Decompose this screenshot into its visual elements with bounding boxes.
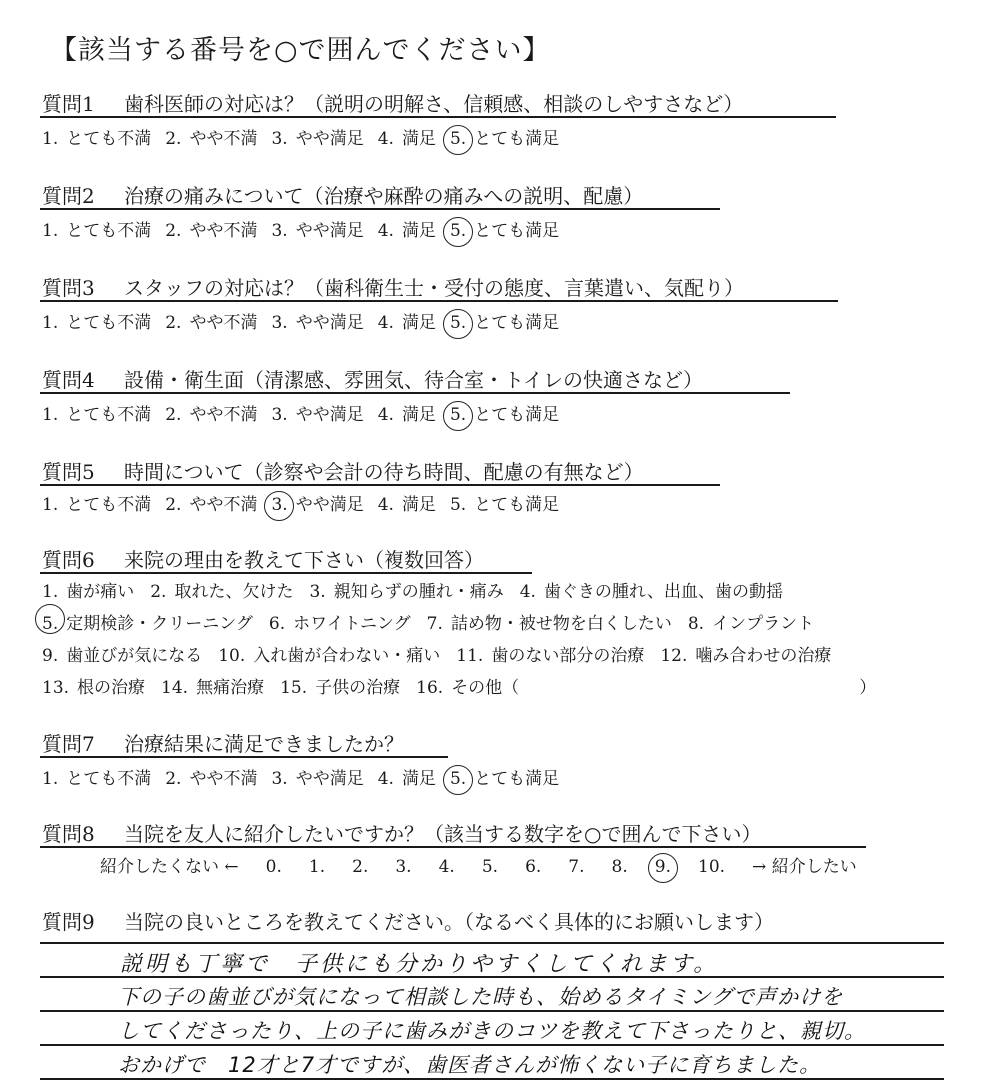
question-text: 治療結果に満足できましたか？: [124, 732, 404, 756]
option-2[interactable]: [165, 216, 257, 241]
option-5[interactable]: [450, 216, 559, 241]
question-6: [42, 544, 484, 573]
option-3[interactable]: [271, 124, 363, 149]
reason-item[interactable]: [427, 608, 672, 640]
circled-option-number: 3.: [271, 495, 288, 515]
question-4: [42, 364, 703, 393]
scale-value[interactable]: 0.: [265, 857, 282, 877]
reason-item[interactable]: [42, 640, 202, 672]
option-2[interactable]: [165, 308, 257, 333]
reason-item[interactable]: [416, 672, 876, 704]
option-label: とても満足: [474, 129, 560, 149]
question-7: [42, 728, 404, 757]
option-label: やや満足: [295, 405, 364, 425]
option-label: とても満足: [474, 313, 560, 333]
reason-number: 3.: [309, 582, 326, 602]
reason-label: ホワイトニング: [293, 614, 411, 634]
option-2[interactable]: [165, 764, 257, 789]
circled-reason-number: 5.: [42, 608, 58, 640]
question-number: 質問9: [42, 910, 95, 934]
question-number: 質問3: [42, 276, 95, 300]
question-text: 治療の痛みについて（治療や麻酔の痛みへの説明、配慮）: [124, 184, 644, 208]
option-3[interactable]: [271, 764, 363, 789]
option-number: 3.: [271, 313, 288, 333]
option-label: とても不満: [66, 769, 152, 789]
option-3[interactable]: [271, 216, 363, 241]
scale-value[interactable]: 6.: [525, 857, 542, 877]
reason-item[interactable]: [660, 640, 831, 672]
reason-label: 詰め物・被せ物を白くしたい: [450, 614, 672, 634]
option-number: 1.: [42, 769, 59, 789]
reason-item[interactable]: [161, 672, 264, 704]
underline: [40, 116, 836, 118]
underline: [40, 756, 448, 758]
reason-item[interactable]: [218, 640, 440, 672]
question-number: 質問5: [42, 460, 95, 484]
question-2: [42, 180, 643, 209]
option-number: 1.: [42, 495, 59, 515]
option-4[interactable]: [378, 124, 436, 149]
option-label: やや満足: [295, 221, 364, 241]
option-label: やや不満: [189, 129, 258, 149]
reason-label: インプラント: [712, 614, 815, 634]
reason-number: 6.: [268, 614, 286, 634]
answer-line: [40, 942, 944, 944]
underline: [40, 572, 532, 574]
reason-label: 定期検診・クリーニング: [66, 614, 253, 634]
reason-item[interactable]: [688, 608, 814, 640]
reason-number: 16.: [416, 678, 444, 698]
option-3[interactable]: [271, 490, 363, 515]
question-1: [42, 88, 743, 117]
options-row: [42, 400, 573, 425]
question-8: [42, 818, 761, 847]
option-4[interactable]: [378, 308, 436, 333]
reason-label: その他（: [451, 678, 520, 698]
option-label: とても不満: [66, 405, 152, 425]
option-number: 4.: [377, 129, 394, 149]
reason-number: 11.: [456, 646, 484, 666]
reason-number: 4.: [519, 582, 536, 602]
option-label: とても不満: [66, 129, 152, 149]
option-label: やや不満: [189, 495, 258, 515]
option-1[interactable]: [42, 308, 151, 333]
reason-item[interactable]: [150, 576, 293, 608]
reason-label: 入れ歯が合わない・痛い: [253, 646, 441, 666]
option-label: とても満足: [474, 495, 560, 515]
question-5: [42, 456, 644, 485]
underline: [40, 484, 720, 486]
reason-label: 取れた、欠けた: [174, 582, 294, 602]
option-label: とても不満: [66, 221, 152, 241]
question-number: 質問6: [42, 548, 95, 572]
option-label: 満足: [401, 129, 436, 149]
underline: [40, 208, 720, 210]
option-number: 4.: [377, 495, 394, 515]
reason-item[interactable]: [42, 672, 145, 704]
reason-label: 子供の治療: [315, 678, 401, 698]
reason-label: 歯ぐきの腫れ、出血、歯の動揺: [543, 582, 783, 602]
option-number: 2.: [165, 221, 182, 241]
underline: [40, 392, 790, 394]
scale-value[interactable]: 4.: [438, 857, 455, 877]
option-number: 1.: [42, 221, 59, 241]
reason-item[interactable]: [456, 640, 644, 672]
option-label: とても満足: [474, 405, 560, 425]
option-number: 2.: [165, 495, 182, 515]
recommend-scale: [100, 852, 857, 877]
reason-item[interactable]: [42, 576, 134, 608]
reason-item[interactable]: [309, 576, 503, 608]
option-label: 満足: [401, 769, 436, 789]
reason-label: 親知らずの腫れ・痛み: [333, 582, 504, 602]
underline: [40, 846, 866, 848]
option-number: 3.: [271, 405, 288, 425]
option-5[interactable]: [450, 400, 559, 425]
option-number: 4.: [377, 313, 394, 333]
question-number: 質問8: [42, 822, 95, 846]
option-number: 3.: [271, 769, 288, 789]
reason-item[interactable]: [269, 608, 411, 640]
scale-value[interactable]: 5.: [481, 857, 499, 877]
circled-option-number: 5.: [449, 129, 467, 149]
circled-option-number: 5.: [449, 405, 467, 425]
question-text: 時間について（診察や会計の待ち時間、配慮の有無など）: [124, 460, 644, 484]
option-number: 5.: [449, 495, 467, 515]
reason-label: 根の治療: [77, 678, 146, 698]
options-row: [42, 216, 573, 241]
option-label: やや満足: [295, 313, 364, 333]
scale-value[interactable]: 10.: [698, 857, 726, 877]
option-1[interactable]: [42, 124, 151, 149]
option-5[interactable]: [450, 490, 559, 515]
circled-option-number: 5.: [449, 313, 467, 333]
reason-label: 歯のない部分の治療: [491, 646, 645, 666]
handwritten-answer-line: おかげで 12才と7才ですが、歯医者さんが怖くない子に育ちました。: [118, 1053, 822, 1077]
question-text: 来院の理由を教えて下さい（複数回答）: [124, 548, 484, 572]
option-label: やや不満: [189, 313, 258, 333]
option-5[interactable]: [450, 124, 559, 149]
option-number: 2.: [165, 129, 182, 149]
option-4[interactable]: [378, 216, 436, 241]
options-row: [42, 764, 573, 789]
option-label: やや不満: [189, 405, 258, 425]
option-label: やや満足: [295, 129, 364, 149]
question-9: [42, 906, 774, 935]
option-1[interactable]: [42, 400, 151, 425]
option-1[interactable]: [42, 216, 151, 241]
option-4[interactable]: [378, 400, 436, 425]
scale-value[interactable]: 2.: [352, 857, 369, 877]
scale-right-label: → 紹介したい: [752, 857, 857, 877]
scale-value[interactable]: 7.: [568, 857, 585, 877]
option-label: 満足: [401, 221, 436, 241]
circled-option-number: 5.: [449, 221, 467, 241]
option-label: とても不満: [66, 313, 152, 333]
circled-scale-value[interactable]: 9.: [654, 857, 671, 877]
reason-item[interactable]: [520, 576, 783, 608]
question-number: 質問1: [42, 92, 95, 116]
option-label: とても満足: [474, 769, 560, 789]
reason-number: 13.: [42, 678, 70, 698]
option-number: 4.: [377, 405, 394, 425]
option-number: 3.: [271, 221, 288, 241]
option-number: 4.: [377, 221, 394, 241]
option-4[interactable]: [378, 490, 436, 515]
reason-label: 歯が痛い: [66, 582, 135, 602]
question-text: 当院の良いところを教えてください。（なるべく具体的にお願いします）: [124, 910, 774, 934]
handwritten-answer-line: 下の子の歯並びが気になって相談した時も、始めるタイミングで声かけを: [118, 985, 844, 1009]
reason-number: 10.: [218, 646, 246, 666]
scale-left-label: 紹介したくない ←: [100, 857, 239, 877]
option-2[interactable]: [165, 400, 257, 425]
circled-option-number: 5.: [449, 769, 467, 789]
reason-list: [42, 576, 987, 704]
reason-number: 12.: [660, 646, 688, 666]
option-number: 3.: [271, 129, 288, 149]
reason-number: 1.: [42, 582, 59, 602]
option-3[interactable]: [271, 308, 363, 333]
question-text: 歯科医師の対応は？（説明の明解さ、信頼感、相談のしやすさなど）: [124, 92, 744, 116]
options-row: [42, 124, 573, 149]
option-2[interactable]: [165, 124, 257, 149]
question-number: 質問4: [42, 368, 95, 392]
options-row: [42, 490, 573, 515]
option-1[interactable]: [42, 764, 151, 789]
reason-item[interactable]: [280, 672, 400, 704]
option-label: 満足: [401, 313, 436, 333]
handwritten-answer-line: してくださったり、上の子に歯みがきのコツを教えて下さったりと、親切。: [118, 1019, 866, 1043]
option-label: とても不満: [66, 495, 152, 515]
option-number: 2.: [165, 769, 182, 789]
reason-number: 15.: [280, 678, 308, 698]
reason-label: 無痛治療: [196, 678, 265, 698]
option-5[interactable]: [450, 308, 559, 333]
option-label: やや不満: [189, 769, 258, 789]
question-text: 当院を友人に紹介したいですか？（該当する数字を○で囲んで下さい）: [124, 822, 762, 846]
handwritten-answer-line: 説明も丁寧で 子供にも分かりやすくしてくれます。: [120, 952, 719, 977]
option-label: やや不満: [189, 221, 258, 241]
option-2[interactable]: [165, 490, 257, 515]
option-4[interactable]: [378, 764, 436, 789]
option-number: 4.: [377, 769, 394, 789]
scale-value[interactable]: 3.: [395, 857, 412, 877]
reason-number: 9.: [42, 646, 59, 666]
option-5[interactable]: [450, 764, 559, 789]
option-label: 満足: [401, 495, 436, 515]
option-1[interactable]: [42, 490, 151, 515]
reason-number: 7.: [426, 614, 443, 634]
reason-number: 8.: [687, 614, 705, 634]
option-number: 1.: [42, 129, 59, 149]
question-number: 質問7: [42, 732, 95, 756]
options-row: [42, 308, 573, 333]
reason-item[interactable]: [42, 608, 253, 640]
option-label: とても満足: [474, 221, 560, 241]
reason-number: 14.: [161, 678, 189, 698]
reason-label: 噛み合わせの治療: [695, 646, 832, 666]
option-label: やや満足: [295, 769, 364, 789]
other-close-paren: ）: [859, 678, 877, 698]
reason-label: 歯並びが気になる: [66, 646, 203, 666]
option-number: 2.: [165, 313, 182, 333]
page-title: 【該当する番号を○で囲んでください】: [50, 35, 551, 66]
question-text: 設備・衛生面（清潔感、雰囲気、待合室・トイレの快適さなど）: [124, 368, 703, 392]
question-text: スタッフの対応は？（歯科衛生士・受付の態度、言葉遣い、気配り）: [124, 276, 744, 300]
option-label: 満足: [401, 405, 436, 425]
option-number: 2.: [165, 405, 182, 425]
option-number: 1.: [42, 313, 59, 333]
scale-value[interactable]: 8.: [611, 857, 628, 877]
scale-value[interactable]: 1.: [308, 857, 326, 877]
question-number: 質問2: [42, 184, 95, 208]
underline: [40, 300, 838, 302]
reason-number: 2.: [150, 582, 167, 602]
option-number: 1.: [42, 405, 59, 425]
option-3[interactable]: [271, 400, 363, 425]
option-label: やや満足: [295, 495, 364, 515]
question-3: [42, 272, 744, 301]
